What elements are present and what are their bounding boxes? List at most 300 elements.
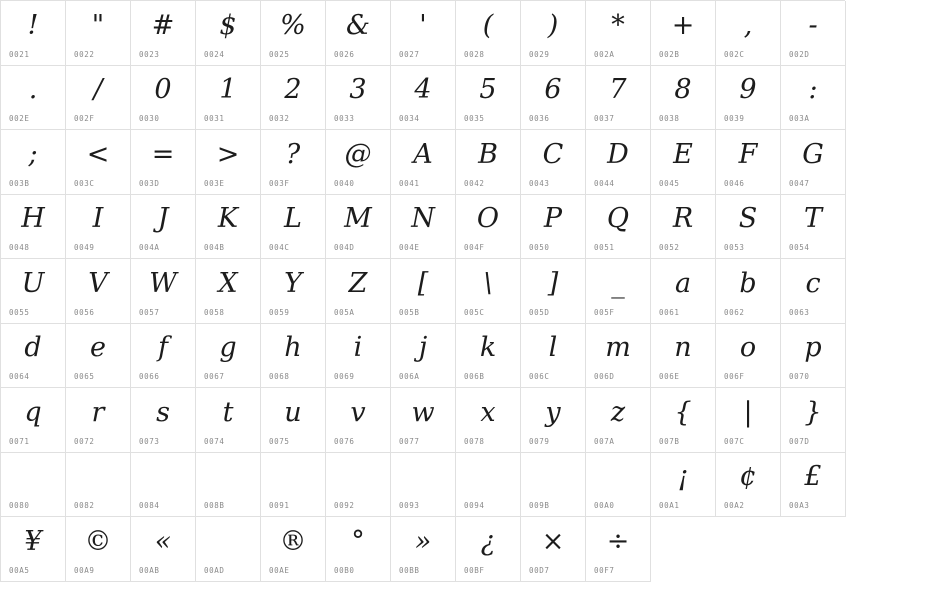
glyph-codepoint: 0066 [139,372,160,381]
glyph-character: f [158,332,168,363]
glyph-cell[interactable] [196,453,261,518]
glyph-cell[interactable] [716,453,781,518]
glyph-cell[interactable] [196,195,261,260]
glyph-character [1,455,65,499]
glyph-codepoint: 0084 [139,501,160,510]
glyph-cell[interactable] [781,195,846,260]
glyph-cell[interactable] [326,324,391,389]
glyph-codepoint: 0032 [269,114,290,123]
glyph-cell[interactable] [326,1,391,66]
glyph-cell[interactable] [261,130,326,195]
glyph-cell[interactable] [521,66,586,131]
glyph-cell[interactable] [326,453,391,518]
glyph-character: 0 [154,74,172,105]
glyph-character: £ [804,461,822,492]
glyph-character: { [674,396,692,428]
glyph-codepoint: 002A [594,49,615,59]
glyph-cell[interactable] [391,130,456,195]
glyph-character: < [86,138,110,170]
glyph-codepoint: 0076 [334,436,355,446]
glyph-cell[interactable] [391,388,456,453]
glyph-cell[interactable] [716,195,781,260]
glyph-cell[interactable] [1,259,66,324]
glyph-cell[interactable] [781,130,846,195]
glyph-cell[interactable] [521,324,586,389]
glyph-cell[interactable] [66,388,131,453]
glyph-cell[interactable] [651,195,716,260]
glyph-character: d [24,332,42,363]
glyph-codepoint: 0073 [139,436,160,446]
glyph-cell[interactable] [586,388,651,453]
glyph-character: ) [547,9,559,41]
glyph-cell[interactable] [586,66,651,131]
glyph-cell[interactable] [456,517,521,582]
glyph-codepoint: 0041 [399,178,420,188]
glyph-cell[interactable] [391,66,456,131]
glyph-codepoint: 0028 [464,49,485,59]
glyph-cell[interactable] [1,453,66,518]
glyph-cell[interactable] [391,1,456,66]
glyph-codepoint: 003A [789,114,810,123]
glyph-cell[interactable] [131,324,196,389]
glyph-codepoint: 0048 [9,243,30,252]
glyph-character: # [151,9,175,41]
glyph-cell[interactable] [651,453,716,518]
glyph-cell[interactable] [1,1,66,66]
glyph-codepoint: 0074 [204,436,225,446]
glyph-codepoint: 003C [74,178,95,188]
glyph-cell[interactable] [521,195,586,260]
glyph-character [521,455,585,499]
glyph-cell[interactable] [326,517,391,582]
glyph-codepoint: 0042 [464,178,485,188]
glyph-cell[interactable] [131,517,196,582]
glyph-cell[interactable] [326,66,391,131]
glyph-cell[interactable] [716,324,781,389]
glyph-cell[interactable] [261,195,326,260]
glyph-character: « [154,525,172,557]
glyph-character [196,519,260,563]
glyph-cell[interactable] [716,388,781,453]
glyph-character: h [284,332,302,363]
glyph-codepoint: 0059 [269,307,290,317]
glyph-character: x [480,396,496,428]
glyph-cell[interactable] [456,259,521,324]
glyph-codepoint: 00F7 [594,565,615,575]
glyph-codepoint: 0054 [789,243,810,252]
glyph-codepoint: 006B [464,372,485,381]
glyph-codepoint: 0058 [204,307,225,317]
glyph-cell[interactable] [586,1,651,66]
glyph-codepoint: 00A9 [74,565,95,575]
glyph-cell[interactable] [1,388,66,453]
glyph-character: R [672,203,694,234]
glyph-character: D [607,138,629,170]
glyph-codepoint: 0050 [529,243,550,252]
glyph-cell[interactable] [586,259,651,324]
glyph-character: ] [547,267,559,299]
glyph-character: ° [351,525,365,557]
glyph-character: ; [28,138,38,170]
glyph-codepoint: 0072 [74,436,95,446]
glyph-character: Z [348,267,368,299]
glyph-character: @ [344,138,372,170]
glyph-cell[interactable] [66,66,131,131]
glyph-codepoint: 007B [659,436,680,446]
glyph-codepoint: 0094 [464,501,485,510]
glyph-character: o [739,332,757,363]
glyph-codepoint: 0064 [9,372,30,381]
glyph-character: } [804,396,822,428]
glyph-character: > [216,138,240,170]
glyph-character [131,455,195,499]
glyph-character: y [545,396,561,428]
glyph-cell[interactable] [456,453,521,518]
glyph-codepoint: 005C [464,307,485,317]
glyph-character [456,455,520,499]
glyph-codepoint: 0039 [724,114,745,123]
glyph-character: l [548,332,558,363]
glyph-cell[interactable] [326,195,391,260]
glyph-character: c [805,267,821,299]
glyph-codepoint: 0030 [139,114,160,123]
glyph-codepoint: 0079 [529,436,550,446]
glyph-character: C [542,138,564,170]
glyph-cell[interactable] [196,1,261,66]
glyph-cell[interactable] [781,1,846,66]
glyph-character: k [479,332,497,363]
glyph-character: K [217,203,239,234]
glyph-codepoint: 0055 [9,307,30,317]
glyph-character: u [284,396,302,428]
glyph-cell[interactable] [261,388,326,453]
glyph-cell[interactable] [716,130,781,195]
glyph-character: U [21,267,45,299]
glyph-character: : [808,74,818,105]
glyph-codepoint: 002B [659,49,680,59]
glyph-codepoint: 0082 [74,501,95,510]
glyph-codepoint: 004A [139,243,160,252]
glyph-cell[interactable] [261,66,326,131]
glyph-codepoint: 0022 [74,49,95,59]
glyph-character: 9 [739,74,757,105]
glyph-codepoint: 0037 [594,114,615,123]
glyph-character: / [93,74,103,105]
glyph-cell[interactable] [66,259,131,324]
glyph-character: I [92,203,104,234]
glyph-character: A [413,138,433,170]
glyph-character: © [84,525,112,557]
glyph-codepoint: 008B [204,501,225,510]
glyph-cell[interactable] [651,130,716,195]
glyph-character: w [411,396,435,428]
glyph-codepoint: 006E [659,372,680,381]
glyph-codepoint: 0047 [789,178,810,188]
glyph-character: ¡ [677,461,689,492]
glyph-codepoint: 0029 [529,49,550,59]
glyph-codepoint: 0068 [269,372,290,381]
glyph-character: ¥ [24,525,42,557]
glyph-codepoint: 004C [269,243,290,252]
glyph-character: G [802,138,824,170]
glyph-cell[interactable] [66,195,131,260]
glyph-cell[interactable] [391,259,456,324]
glyph-character: q [24,396,42,428]
glyph-codepoint: 0078 [464,436,485,446]
glyph-cell[interactable] [586,195,651,260]
glyph-codepoint: 00AB [139,565,160,575]
glyph-character: & [345,9,371,41]
glyph-cell[interactable] [66,1,131,66]
glyph-character: ' [419,9,427,41]
glyph-codepoint: 006F [724,372,745,381]
glyph-character: F [738,138,758,170]
glyph-codepoint: 005A [334,307,355,317]
glyph-codepoint: 003F [269,178,290,188]
glyph-codepoint: 00A5 [9,565,30,575]
glyph-cell[interactable] [781,66,846,131]
glyph-character: J [157,203,169,234]
glyph-codepoint: 0038 [659,114,680,123]
glyph-character: + [671,9,695,41]
glyph-cell[interactable] [1,195,66,260]
glyph-cell[interactable] [781,259,846,324]
glyph-character: % [280,9,306,41]
glyph-cell[interactable] [261,259,326,324]
glyph-codepoint: 006C [529,372,550,381]
glyph-cell[interactable] [456,195,521,260]
glyph-cell[interactable] [586,130,651,195]
glyph-character: s [156,396,170,428]
glyph-character [586,455,650,499]
glyph-cell[interactable] [131,195,196,260]
glyph-character: v [350,396,366,428]
glyph-codepoint: 0033 [334,114,355,123]
glyph-character: ¢ [739,461,757,492]
glyph-cell[interactable] [1,66,66,131]
glyph-cell[interactable] [131,453,196,518]
glyph-character: - [808,9,818,41]
glyph-character: ( [482,9,494,41]
glyph-character: T [803,203,822,234]
glyph-character: N [411,203,435,234]
glyph-character: 2 [284,74,302,105]
glyph-cell[interactable] [131,259,196,324]
glyph-cell[interactable] [651,1,716,66]
glyph-codepoint: 0035 [464,114,485,123]
glyph-codepoint: 0071 [9,436,30,446]
glyph-character: ® [279,525,307,557]
glyph-cell[interactable] [196,259,261,324]
glyph-cell[interactable] [456,130,521,195]
glyph-codepoint: 00AD [204,565,225,575]
glyph-cell[interactable] [131,130,196,195]
glyph-character: g [219,332,237,363]
glyph-codepoint: 002C [724,49,745,59]
glyph-cell[interactable] [66,130,131,195]
glyph-character: \ [483,267,493,299]
glyph-character: P [543,203,563,234]
glyph-cell[interactable] [781,388,846,453]
glyph-codepoint: 0049 [74,243,95,252]
glyph-character: 4 [414,74,432,105]
glyph-cell[interactable] [521,517,586,582]
glyph-character: r [91,396,105,428]
glyph-character: X [218,267,238,299]
glyph-codepoint: 0025 [269,49,290,59]
glyph-cell[interactable] [131,1,196,66]
glyph-character: b [739,267,757,299]
glyph-codepoint: 0093 [399,501,420,510]
glyph-codepoint: 006A [399,372,420,381]
glyph-codepoint: 00A2 [724,501,745,510]
glyph-codepoint: 0053 [724,243,745,252]
glyph-cell[interactable] [131,66,196,131]
glyph-codepoint: 0034 [399,114,420,123]
glyph-cell[interactable] [66,324,131,389]
glyph-codepoint: 0061 [659,307,680,317]
glyph-cell[interactable] [261,1,326,66]
glyph-character: z [610,396,626,428]
glyph-codepoint: 0091 [269,501,290,510]
glyph-cell[interactable] [196,517,261,582]
glyph-character: 3 [349,74,367,105]
glyph-codepoint: 0043 [529,178,550,188]
glyph-codepoint: 009B [529,501,550,510]
glyph-codepoint: 0040 [334,178,355,188]
glyph-character: × [541,525,565,557]
glyph-cell[interactable] [716,259,781,324]
glyph-character: _ [611,267,625,299]
glyph-codepoint: 0070 [789,372,810,381]
glyph-codepoint: 0046 [724,178,745,188]
glyph-character: ¿ [480,525,496,557]
glyph-cell[interactable] [196,130,261,195]
glyph-cell[interactable] [261,517,326,582]
glyph-codepoint: 006D [594,372,615,381]
glyph-cell[interactable] [326,388,391,453]
glyph-character: S [738,203,758,234]
glyph-cell[interactable] [456,388,521,453]
glyph-codepoint: 007A [594,436,615,446]
glyph-cell[interactable] [521,388,586,453]
glyph-cell[interactable] [196,324,261,389]
glyph-cell[interactable] [586,517,651,582]
glyph-cell[interactable] [1,324,66,389]
glyph-character: a [674,267,692,299]
glyph-codepoint: 0045 [659,178,680,188]
glyph-character: » [414,525,432,557]
glyph-codepoint: 003D [139,178,160,188]
glyph-character: p [804,332,822,363]
glyph-cell[interactable] [521,259,586,324]
glyph-cell[interactable] [196,388,261,453]
glyph-cell[interactable] [391,517,456,582]
glyph-cell[interactable] [261,453,326,518]
glyph-character [326,455,390,499]
glyph-cell[interactable] [781,453,846,518]
glyph-codepoint: 0052 [659,243,680,252]
glyph-character [196,455,260,499]
glyph-cell[interactable] [391,195,456,260]
glyph-cell[interactable] [456,1,521,66]
glyph-cell[interactable] [326,130,391,195]
glyph-cell[interactable] [781,324,846,389]
glyph-cell[interactable] [326,259,391,324]
glyph-character: M [344,203,372,234]
glyph-cell[interactable] [521,1,586,66]
glyph-character: W [149,267,177,299]
glyph-codepoint: 0031 [204,114,225,123]
glyph-character: t [222,396,234,428]
glyph-codepoint: 0080 [9,501,30,510]
glyph-character [66,455,130,499]
glyph-cell[interactable] [456,66,521,131]
glyph-cell[interactable] [1,130,66,195]
glyph-codepoint: 004D [334,243,355,252]
glyph-codepoint: 003E [204,178,225,188]
glyph-cell[interactable] [586,453,651,518]
glyph-character: E [673,138,693,170]
glyph-cell[interactable] [66,517,131,582]
glyph-cell[interactable] [651,388,716,453]
glyph-character: 7 [609,74,627,105]
glyph-codepoint: 00BF [464,565,485,575]
glyph-character: O [476,203,500,234]
glyph-cell[interactable] [521,453,586,518]
glyph-cell[interactable] [131,388,196,453]
glyph-character: 1 [219,74,237,105]
glyph-codepoint: 0069 [334,372,355,381]
glyph-cell[interactable] [651,259,716,324]
glyph-character: Y [284,267,302,299]
glyph-codepoint: 00B0 [334,565,355,575]
glyph-codepoint: 00BB [399,565,420,575]
glyph-cell[interactable] [1,517,66,582]
glyph-codepoint: 00A3 [789,501,810,510]
glyph-cell[interactable] [391,453,456,518]
glyph-codepoint: 00A1 [659,501,680,510]
glyph-codepoint: 0021 [9,49,30,59]
glyph-character: $ [219,9,237,41]
glyph-cell[interactable] [196,66,261,131]
glyph-cell[interactable] [261,324,326,389]
glyph-cell[interactable] [716,66,781,131]
glyph-character: V [88,267,108,299]
glyph-cell[interactable] [456,324,521,389]
glyph-character: | [743,396,753,428]
glyph-cell[interactable] [391,324,456,389]
glyph-codepoint: 00D7 [529,565,550,575]
glyph-codepoint: 0023 [139,49,160,59]
glyph-cell[interactable] [716,1,781,66]
glyph-cell[interactable] [66,453,131,518]
glyph-cell[interactable] [651,324,716,389]
glyph-codepoint: 0027 [399,49,420,59]
glyph-codepoint: 00AE [269,565,290,575]
glyph-codepoint: 005B [399,307,420,317]
glyph-codepoint: 005D [529,307,550,317]
glyph-codepoint: 002F [74,114,95,123]
glyph-character: " [91,9,105,41]
glyph-codepoint: 0024 [204,49,225,59]
glyph-cell[interactable] [521,130,586,195]
glyph-cell[interactable] [651,66,716,131]
glyph-character: = [151,138,175,170]
glyph-cell[interactable] [586,324,651,389]
glyph-codepoint: 0056 [74,307,95,317]
glyph-character [391,455,455,499]
